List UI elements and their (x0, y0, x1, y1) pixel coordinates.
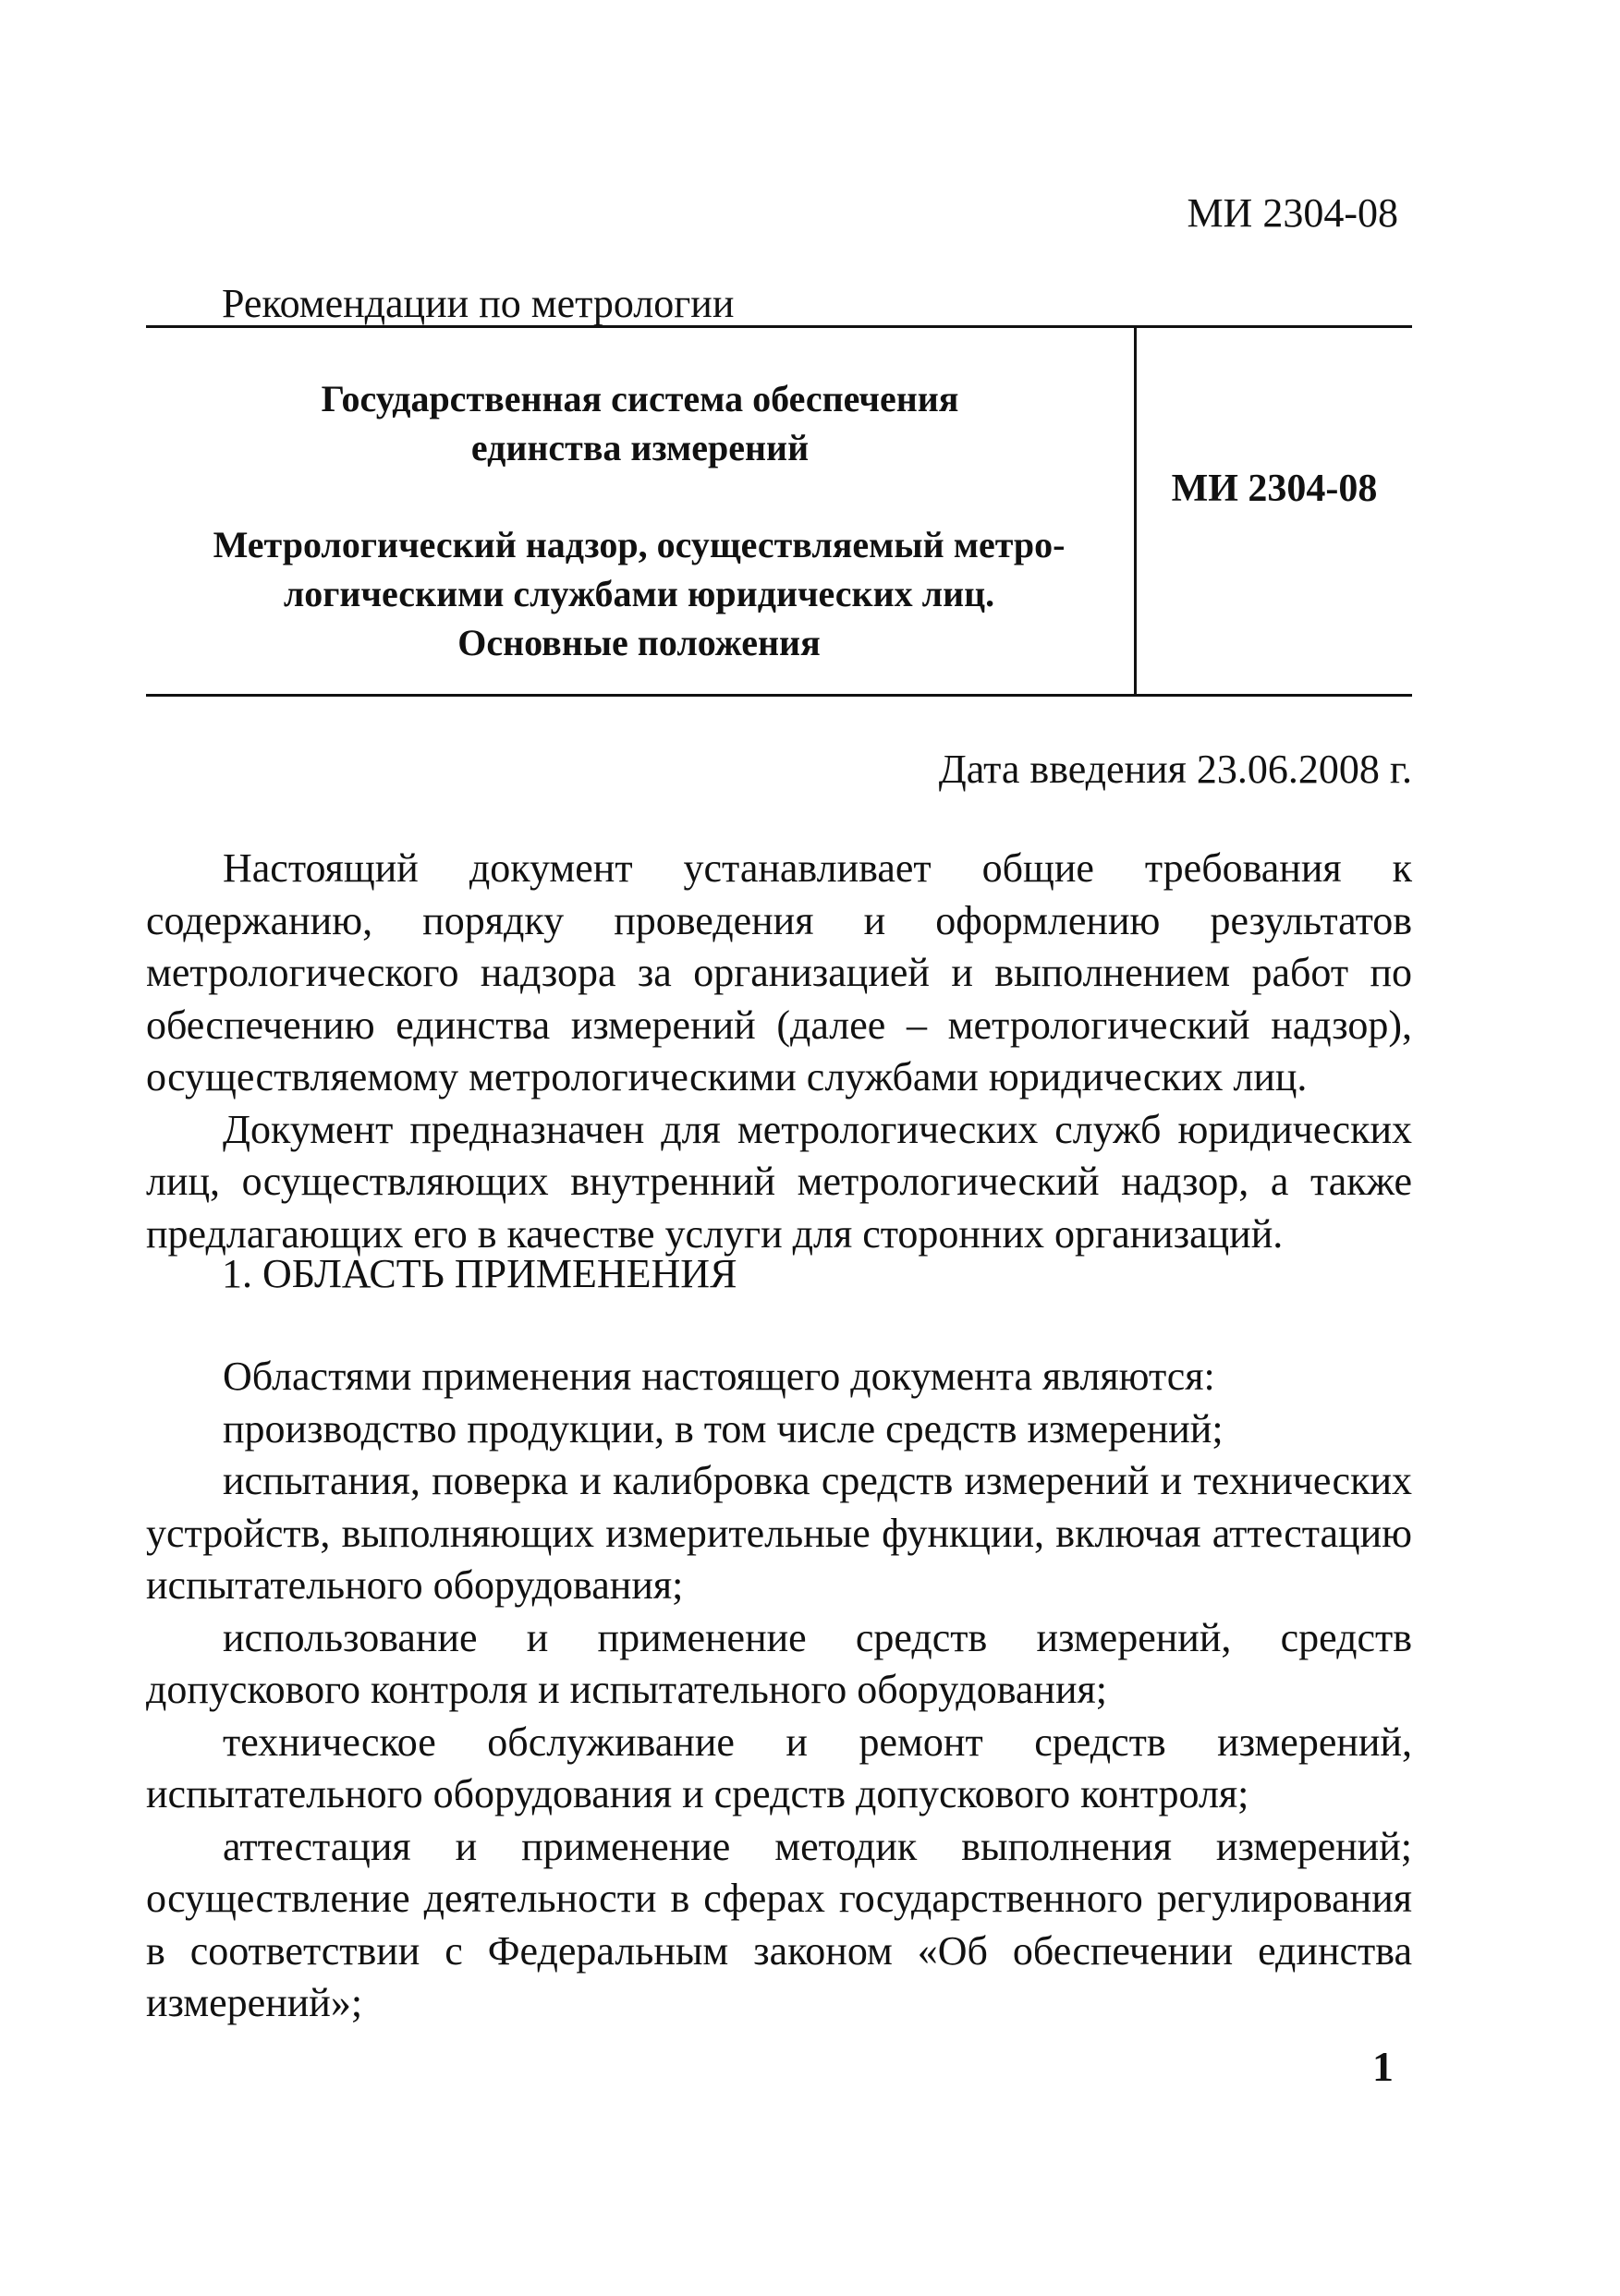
system-title (146, 374, 1134, 472)
header-table (146, 325, 1412, 697)
section-heading: 1. ОБЛАСТЬ ПРИМЕНЕНИЯ (222, 1251, 737, 1296)
page-number: 1 (1372, 2043, 1394, 2090)
introduction-date: Дата введения 23.06.2008 г. (938, 747, 1412, 792)
document-title-line: логическими службами юридических лиц. (283, 573, 995, 614)
section-paragraph: производство продукции, в том числе средств измерений; (223, 1405, 1224, 1452)
section-paragraph: техническое обслуживание и ремонт средств измерений, испытательного оборудования и средств допускового контроля; (146, 1719, 1412, 1816)
document-code-box: МИ 2304-08 (1171, 468, 1378, 510)
intro-paragraph: Настоящий документ устанавливает общие требования к содержанию, порядку проведения и оформлению результатов метрологического надзора за организацией и выполнением работ по обеспечению единства измерений (далее – метрологический надзор), осуществляемому метрологическими службами юридических лиц. (146, 845, 1412, 1099)
document-title-line: Метрологический надзор, осуществляемый метро- (213, 524, 1066, 565)
system-title-line: Государственная система обеспечения (321, 378, 959, 419)
document-title (164, 520, 1114, 667)
series-label: Рекомендации по метрологии (222, 281, 735, 326)
section-paragraph: аттестация и применение методик выполнения измерений; осуществление деятельности в сферах государственного регулирования в соответствии с Федеральным законом «Об обеспечении единства измерений»; (146, 1823, 1412, 2025)
system-title-line: единства измерений (470, 427, 810, 468)
intro-paragraph: Документ предназначен для метрологических служб юридических лиц, осуществляющих внутренний метрологический надзор, а также предлагающих его в качестве услуги для сторонних организаций. (146, 1106, 1412, 1257)
section-paragraph: использование и применение средств измерений, средств допускового контроля и испытательного оборудования; (146, 1614, 1412, 1712)
header-title-cell (146, 328, 1137, 694)
section-body (146, 1351, 1412, 2030)
header-code-cell (1137, 328, 1412, 694)
document-code-top: МИ 2304-08 (1187, 190, 1398, 236)
intro-text (146, 843, 1412, 1260)
section-paragraph: испытания, поверка и калибровка средств измерений и технических устройств, выполняющих измерительные функции, включая аттестацию испытательного оборудования; (146, 1458, 1412, 1608)
section-paragraph: Областями применения настоящего документа являются: (223, 1354, 1215, 1399)
document-title-line: Основные положения (457, 622, 821, 663)
